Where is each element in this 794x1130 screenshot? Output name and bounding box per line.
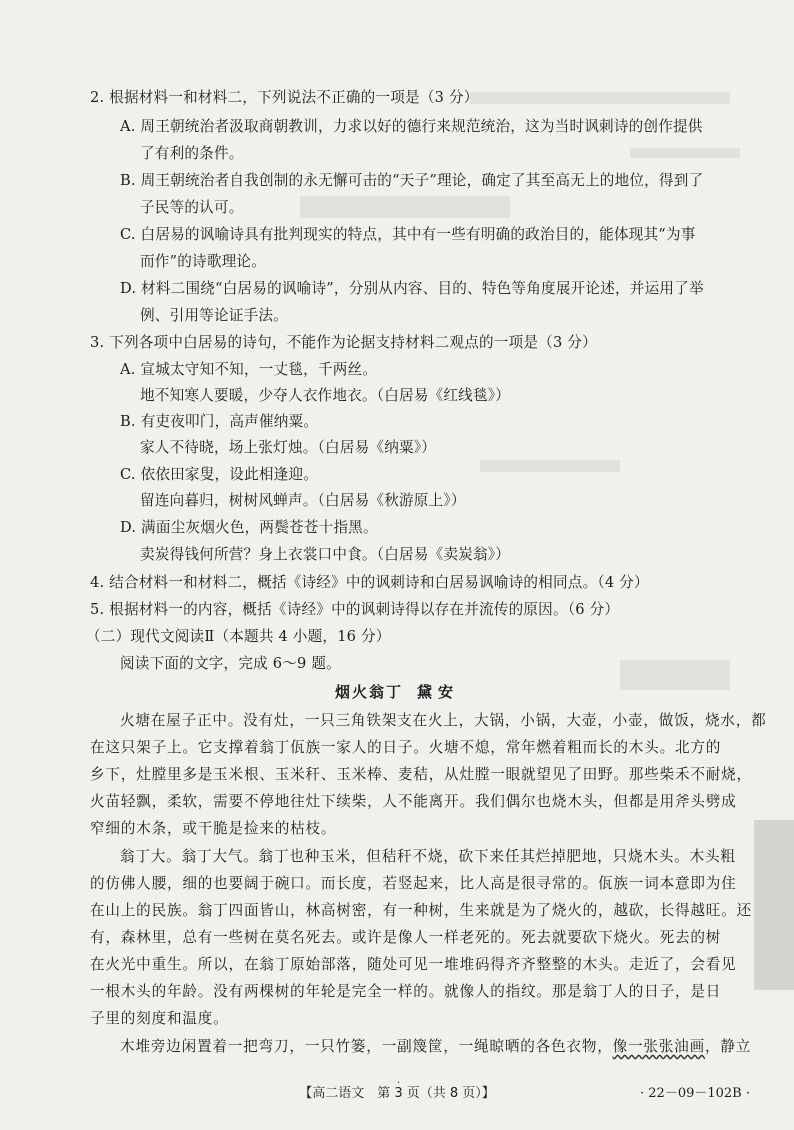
article-paragraph-2-line: 的仿佛人腰，细的也要阔于碗口。而长度，若竖起来，比人高是很寻常的。佤族一词本意即为住: [90, 875, 737, 892]
article-title-line: [0, 682, 794, 702]
question-2-option-d: D. 材料二围绕“白居易的讽喻诗”，分别从内容、目的、特色等角度展开论述，并运用了举: [120, 280, 704, 297]
question-2-option-c: C. 白居易的讽喻诗具有批判现实的特点，其中有一些有明确的政治目的，能体现其“为事: [120, 226, 696, 243]
footer-exam-code: · 22－09－102B ·: [640, 1086, 750, 1101]
bleed-through-mark: [470, 92, 730, 104]
article-paragraph-3-line: [120, 1037, 751, 1057]
question-3-option-c-cont: 留连向暮归，树树风蝉声。（白居易《秋游原上》）: [140, 492, 466, 509]
article-author: 黛安: [417, 683, 460, 701]
question-3-option-a-cont: 地不知寒人要暖，少夺人衣作地衣。（白居易《红线毯》）: [140, 387, 511, 404]
bleed-through-mark: [300, 196, 510, 218]
paragraph-3-text-pre: 木堆旁边闲置着一把弯刀，一只竹篓，一副篾筐，一绳晾晒的各色衣物，: [120, 1038, 613, 1055]
article-paragraph-2-line: 在山上的民族。翁丁四面皆山，林高树密，有一种树，生来就是为了烧火的，越砍，长得越旺。还: [90, 902, 752, 919]
question-5: 5. 根据材料一的内容，概括《诗经》中的讽刺诗得以存在并流传的原因。（6 分）: [90, 601, 620, 618]
question-2-option-b: B. 周王朝统治者自我创制的永无懈可击的“天子”理论，确定了其至高无上的地位，得到了: [120, 172, 704, 189]
question-2-option-c-cont: 而作”的诗歌理论。: [140, 253, 267, 270]
article-paragraph-2-line: 翁丁大。翁丁大气。翁丁也种玉米，但秸秆不烧，砍下来任其烂掉肥地，只烧木头。木头粗: [120, 848, 736, 865]
article-paragraph-2-line: 一根木头的年龄。没有两棵树的年轮是完全一样的。就像人的指纹。那是翁丁人的日子，是日: [90, 983, 722, 1000]
article-paragraph-1-line: 在这只架子上。它支撑着翁丁佤族一家人的日子。火塘不熄，常年燃着粗而长的木头。北方的: [90, 739, 722, 756]
article-paragraph-2-line: 有，森林里，总有一些树在莫名死去。或许是像人一样老死的。死去就要砍下烧火。死去的树: [90, 929, 722, 946]
question-3-option-d-cont: 卖炭得钱何所营？身上衣裳口中食。（白居易《卖炭翁》）: [140, 546, 511, 563]
question-2-option-a-cont: 了有利的条件。: [140, 145, 244, 162]
page-footer: [0, 1078, 794, 1104]
article-paragraph-2-line: 子里的刻度和温度。: [90, 1010, 229, 1027]
article-paragraph-1-line: 火苗轻飘，柔软，需要不停地往灶下续柴，人不能离开。我们偶尔也烧木头，但都是用斧头劈成: [90, 793, 737, 810]
question-3-option-c: C. 依依田家叟，设此相逢迎。: [120, 466, 319, 483]
question-3-option-b-cont: 家人不待晓，场上张灯烛。（白居易《纳粟》）: [140, 439, 437, 456]
question-2-option-b-cont: 子民等的认可。: [140, 199, 244, 216]
article-paragraph-1-line: 火塘在屋子正中。没有灶，一只三角铁架支在火上，大锅，小锅，大壶，小壶，做饭，烧水，都: [120, 712, 767, 729]
scan-edge-shadow: [754, 820, 794, 990]
question-2-stem: 2. 根据材料一和材料二，下列说法不正确的一项是（3 分）: [90, 89, 479, 106]
question-3-option-b: B. 有吏夜叩门，高声催纳粟。: [120, 413, 319, 430]
footer-dot: ·: [397, 1078, 401, 1089]
article-title: 烟火翁丁: [334, 683, 403, 701]
article-paragraph-1-line: 乡下，灶膛里多是玉米根、玉米秆、玉米棒、麦秸，从灶膛一眼就望见了田野。那些柴禾不耐烧，: [90, 766, 752, 783]
article-paragraph-1-line: 窄细的木条，或干脆是捡来的枯枝。: [90, 820, 337, 837]
article-paragraph-2-line: 在火光中重生。所以，在翁丁原始部落，随处可见一堆堆码得齐齐整整的木头。走近了，会看见: [90, 956, 737, 973]
bleed-through-mark: [480, 460, 620, 472]
wavy-underlined-phrase: 像一张张油画: [612, 1038, 705, 1055]
section-2-heading: （二）现代文阅读Ⅱ（本题共 4 小题，16 分）: [86, 628, 391, 645]
paragraph-3-text-post: ，静立: [704, 1038, 752, 1055]
question-3-stem: 3. 下列各项中白居易的诗句，不能作为论据支持材料二观点的一项是（3 分）: [90, 334, 597, 351]
footer-page-info: 【高二语文 第 3 页（共 8 页）】: [299, 1086, 495, 1101]
section-2-instruction: 阅读下面的文字，完成 6～9 题。: [120, 655, 341, 672]
question-4: 4. 结合材料一和材料二，概括《诗经》中的讽刺诗和白居易讽喻诗的相同点。（4 分）: [90, 574, 649, 591]
question-3-option-d: D. 满面尘灰烟火色，两鬓苍苍十指黑。: [120, 519, 378, 536]
question-2-option-a: A. 周王朝统治者汲取商朝教训，力求以好的德行来规范统治，这为当时讽刺诗的创作提供: [120, 118, 703, 135]
bleed-through-mark: [630, 148, 740, 158]
question-3-option-a: A. 宣城太守知不知，一丈毯，千两丝。: [120, 361, 378, 378]
question-2-option-d-cont: 例、引用等论证手法。: [140, 307, 288, 324]
